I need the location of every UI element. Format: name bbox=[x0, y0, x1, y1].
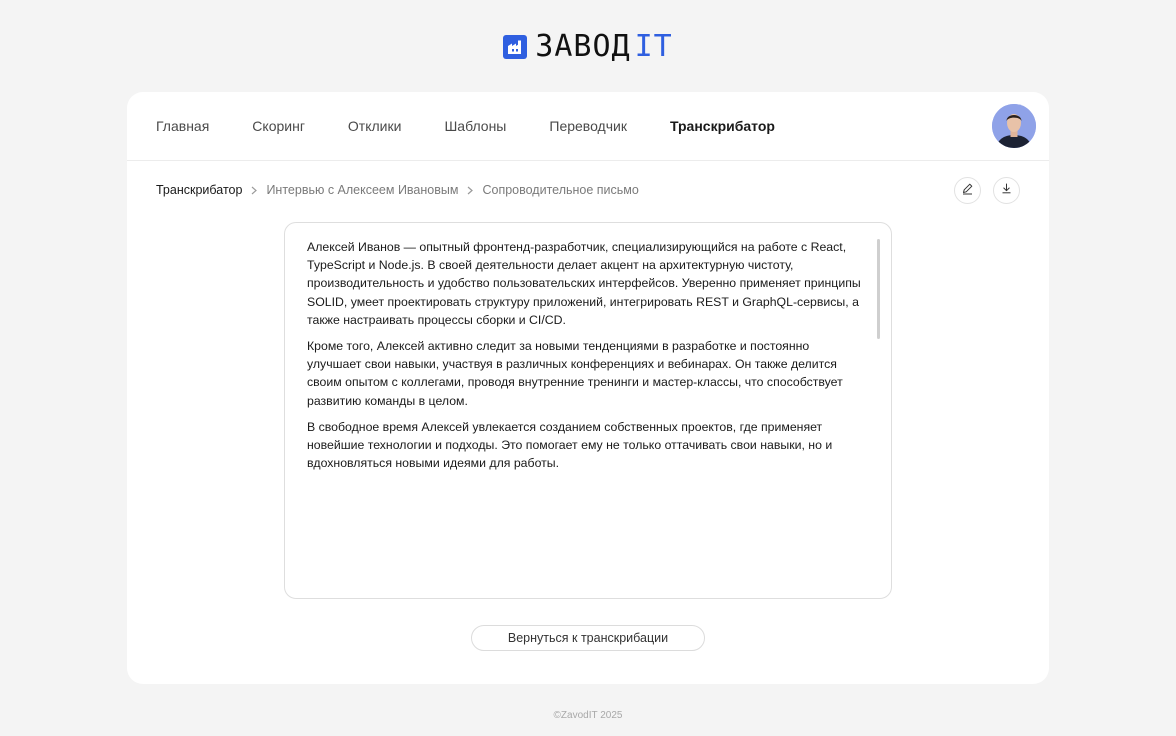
nav-item-home[interactable]: Главная bbox=[156, 118, 210, 134]
paragraph: Кроме того, Алексей активно следит за новыми тенденциями в разработке и постоянно улучшает свои навыки, участвуя в различных конференциях и вебинарах. Он также делится своим опытом с коллегами, проводя внутренние тренинги и мастер-классы, что способствует развитию команды в целом. bbox=[307, 339, 843, 408]
download-icon bbox=[1000, 182, 1013, 200]
pen-icon bbox=[961, 182, 974, 200]
nav-item-responses[interactable]: Отклики bbox=[347, 118, 402, 134]
breadcrumb-item-cover-letter: Сопроводительное письмо bbox=[482, 183, 639, 197]
paragraph: В свободное время Алексей увлекается созданием собственных проектов, где применяет новейшие технологии и подходы. Это помогает ему не только оттачивать свои навыки, но и вдохновляться новыми идеями для работы. bbox=[307, 419, 833, 471]
scrollbar-thumb[interactable] bbox=[877, 239, 880, 339]
back-to-transcription-button[interactable]: Вернуться к транскрибации bbox=[471, 625, 705, 651]
nav-item-translator[interactable]: Переводчик bbox=[549, 118, 627, 134]
chevron-right-icon bbox=[467, 186, 473, 195]
nav-item-scoring[interactable]: Скоринг bbox=[252, 118, 305, 134]
breadcrumb-item-transcriber[interactable]: Транскрибатор bbox=[156, 183, 243, 197]
paragraph: Алексей Иванов — опытный фронтенд-разработчик, специализирующийся на работе с React, TypeScript и Node.js. В своей деятельности делает акцент на архитектурную чистоту, производительность и удобство пользовательских интерфейсов. Уверенно применяет принципы SOLID, умеет проектировать структуру приложений, интегрировать REST и GraphQL-сервисы, а также настраивать процессы сборки и CI/CD. bbox=[307, 240, 861, 327]
download-button[interactable] bbox=[993, 177, 1020, 204]
top-nav bbox=[127, 92, 1049, 161]
nav-item-transcriber[interactable]: Транскрибатор bbox=[669, 118, 775, 134]
logo-text bbox=[535, 30, 672, 64]
nav-item-templates[interactable]: Шаблоны bbox=[444, 118, 507, 134]
factory-icon bbox=[503, 35, 527, 59]
logo-word-it: IT bbox=[634, 29, 673, 64]
main-card bbox=[127, 92, 1049, 684]
chevron-right-icon bbox=[251, 186, 257, 195]
breadcrumb-item-interview[interactable]: Интервью с Алексеем Ивановым bbox=[266, 183, 459, 197]
cover-letter-textarea[interactable] bbox=[284, 222, 892, 599]
logo-word-zavod: ЗАВОД bbox=[535, 29, 631, 64]
breadcrumb bbox=[156, 183, 639, 197]
footer-copyright: ©ZavodIT 2025 bbox=[553, 710, 623, 721]
user-avatar-icon bbox=[992, 104, 1036, 148]
avatar[interactable] bbox=[992, 104, 1036, 148]
edit-button[interactable] bbox=[954, 177, 981, 204]
logo[interactable] bbox=[0, 30, 1176, 64]
